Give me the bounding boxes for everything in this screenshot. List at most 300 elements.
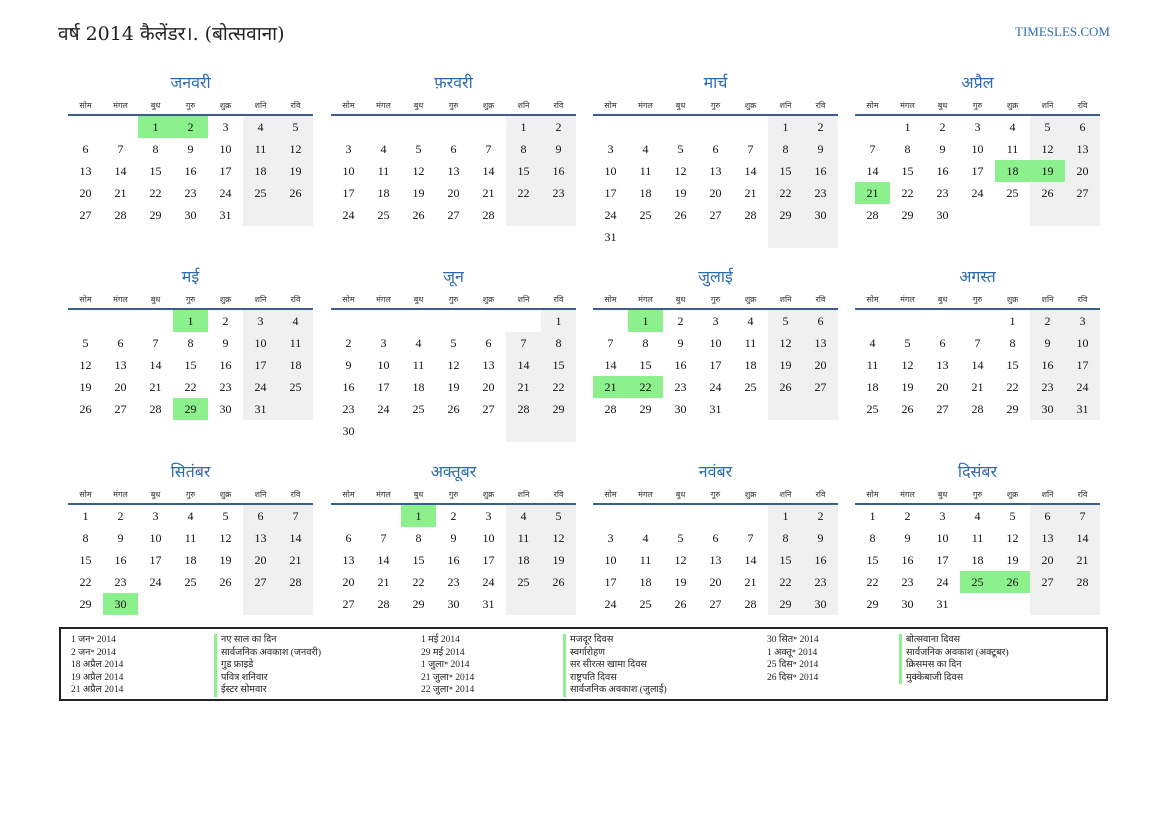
day-cell: 27 [482, 402, 495, 416]
day-cell: 14 [1065, 527, 1100, 549]
day-cell: 10 [219, 142, 232, 156]
empty-cell [960, 593, 995, 615]
day-cell: 2 [541, 116, 576, 138]
site-link[interactable]: TIMESLES.COM [1015, 24, 1110, 39]
empty-cell [1030, 593, 1065, 615]
weekday-label: शुक्र [1006, 490, 1019, 499]
empty-cell [506, 310, 541, 332]
day-cell: 14 [744, 164, 757, 178]
legend-dates [767, 634, 819, 684]
weekday-label: गुरु [185, 295, 196, 304]
empty-cell [960, 204, 995, 226]
day-cell: 22 [184, 380, 197, 394]
day-cell: 27 [1065, 182, 1100, 204]
month-name: अप्रैल [961, 73, 994, 92]
empty-cell [366, 420, 401, 442]
legend-names [214, 634, 321, 697]
day-cell: 28 [377, 597, 390, 611]
day-cell: 21 [506, 376, 541, 398]
day-cell: 26 [674, 597, 687, 611]
empty-cell [803, 398, 838, 420]
empty-cell [366, 505, 401, 527]
day-cell: 16 [936, 164, 949, 178]
day-cell: 16 [803, 549, 838, 571]
day-cell: 1 [1009, 314, 1016, 328]
weekday-label: गुरु [448, 295, 459, 304]
day-cell: 6 [939, 336, 946, 350]
day-cell: 8 [642, 336, 649, 350]
weekday-label: बुध [675, 101, 686, 110]
day-cell: 23 [803, 182, 838, 204]
day-cell: 10 [604, 164, 617, 178]
day-cell: 7 [380, 531, 387, 545]
weekday-label: मंगल [900, 295, 915, 304]
weekday-label: बुध [150, 101, 161, 110]
day-cell: 9 [904, 531, 911, 545]
weekday-label: शुक्र [1006, 295, 1019, 304]
day-cell: 26 [219, 575, 232, 589]
day-cell: 25 [278, 376, 313, 398]
day-cell: 19 [768, 354, 803, 376]
day-cell: 25 [412, 402, 425, 416]
weekday-label: रवि [553, 101, 564, 110]
day-cell: 1 [904, 120, 911, 134]
day-cell: 14 [604, 358, 617, 372]
empty-cell [628, 226, 663, 248]
holiday-date: 25 दिस॰ 2014 [767, 660, 819, 671]
weekday-header [593, 292, 838, 310]
holiday-date: 21 अप्रैल 2014 [71, 685, 124, 696]
day-cell: 15 [768, 549, 803, 571]
day-cell: 15 [639, 358, 652, 372]
day-cell: 17 [1065, 354, 1100, 376]
day-cell: 13 [803, 332, 838, 354]
weekday-header [593, 487, 838, 505]
day-cell: 24 [1065, 376, 1100, 398]
day-cell: 21 [971, 380, 984, 394]
day-cell: 5 [677, 531, 684, 545]
empty-cell [436, 310, 471, 332]
day-cell: 6 [485, 336, 492, 350]
empty-cell [995, 593, 1030, 615]
holiday-date: 1 जुला॰ 2014 [421, 660, 470, 671]
month-block [331, 72, 576, 226]
empty-cell [1030, 204, 1065, 226]
day-cell: 7 [1065, 505, 1100, 527]
day-cell: 6 [82, 142, 89, 156]
empty-cell [698, 116, 733, 138]
month-name: फ़रवरी [434, 73, 473, 92]
day-cell: 21 [855, 182, 890, 204]
day-cell: 19 [1006, 553, 1019, 567]
day-cell: 15 [149, 164, 162, 178]
day-cell: 18 [412, 380, 425, 394]
empty-cell [68, 310, 103, 332]
day-cell: 23 [541, 182, 576, 204]
weekday-label: रवि [1077, 101, 1088, 110]
day-cell: 11 [971, 531, 984, 545]
day-cell: 29 [149, 208, 162, 222]
holiday-date: 19 अप्रैल 2014 [71, 672, 124, 683]
day-cell: 4 [278, 310, 313, 332]
month-name: मई [181, 267, 200, 286]
day-cell: 29 [541, 398, 576, 420]
day-cell: 28 [114, 208, 127, 222]
weekday-label: सोम [79, 101, 92, 110]
empty-cell [733, 116, 768, 138]
day-cell: 3 [485, 509, 492, 523]
day-cell: 15 [541, 354, 576, 376]
day-cell: 8 [1009, 336, 1016, 350]
day-cell: 1 [138, 116, 173, 138]
weekday-label: शनि [517, 490, 530, 499]
day-cell: 6 [803, 310, 838, 332]
day-cell: 7 [278, 505, 313, 527]
day-cell: 5 [677, 142, 684, 156]
weekday-label: रवि [553, 295, 564, 304]
empty-cell [663, 505, 698, 527]
month-name: अगस्त [959, 267, 996, 286]
day-grid [331, 116, 576, 226]
holiday-legend [59, 627, 1108, 701]
day-cell: 22 [866, 575, 879, 589]
day-cell: 26 [541, 571, 576, 593]
day-cell: 13 [709, 164, 722, 178]
day-cell: 21 [278, 549, 313, 571]
day-cell: 18 [639, 575, 652, 589]
day-cell: 27 [79, 208, 92, 222]
empty-cell [960, 310, 995, 332]
day-cell: 18 [866, 380, 879, 394]
day-cell: 30 [219, 402, 232, 416]
holiday-name: नए साल का दिन [221, 635, 277, 645]
empty-cell [401, 116, 436, 138]
day-grid [68, 505, 313, 615]
day-cell: 4 [869, 336, 876, 350]
month-block [855, 72, 1100, 226]
day-cell: 13 [709, 553, 722, 567]
weekday-label: गुरु [448, 490, 459, 499]
empty-cell [138, 593, 173, 615]
day-cell: 16 [342, 380, 355, 394]
day-cell: 31 [243, 398, 278, 420]
holiday-date: 1 जन॰ 2014 [71, 635, 116, 645]
weekday-label: गुरु [185, 490, 196, 499]
month-block [855, 461, 1100, 615]
day-cell: 14 [278, 527, 313, 549]
day-cell: 21 [1065, 549, 1100, 571]
weekday-label: रवि [815, 490, 826, 499]
day-cell: 30 [103, 593, 138, 615]
day-cell: 17 [604, 186, 617, 200]
day-cell: 23 [803, 571, 838, 593]
day-cell: 10 [1065, 332, 1100, 354]
day-cell: 1 [173, 310, 208, 332]
day-cell: 29 [639, 402, 652, 416]
day-cell: 25 [639, 208, 652, 222]
day-cell: 11 [744, 336, 757, 350]
day-cell: 3 [974, 120, 981, 134]
day-cell: 2 [939, 120, 946, 134]
day-cell: 11 [243, 138, 278, 160]
empty-cell [331, 116, 366, 138]
day-cell: 3 [380, 336, 387, 350]
empty-cell [768, 398, 803, 420]
weekday-label: बुध [675, 490, 686, 499]
day-cell: 12 [1006, 531, 1019, 545]
day-cell: 14 [482, 164, 495, 178]
weekday-label: गुरु [185, 101, 196, 110]
day-cell: 4 [415, 336, 422, 350]
day-cell: 25 [1006, 186, 1019, 200]
day-cell: 12 [1030, 138, 1065, 160]
holiday-name: स्वर्गारोहण [570, 647, 606, 658]
day-cell: 31 [482, 597, 495, 611]
day-cell: 21 [593, 376, 628, 398]
day-cell: 28 [278, 571, 313, 593]
day-cell: 23 [447, 575, 460, 589]
weekday-label: मंगल [376, 490, 391, 499]
day-cell: 6 [345, 531, 352, 545]
empty-cell [768, 226, 803, 248]
day-cell: 6 [243, 505, 278, 527]
day-cell: 22 [149, 186, 162, 200]
day-cell: 13 [482, 358, 495, 372]
day-cell: 9 [450, 531, 457, 545]
empty-cell [541, 593, 576, 615]
day-cell: 2 [345, 336, 352, 350]
holiday-date: 30 सित॰ 2014 [767, 635, 819, 645]
day-cell: 24 [342, 208, 355, 222]
holiday-name: बोत्सवाना दिवस [906, 635, 961, 645]
empty-cell [698, 505, 733, 527]
empty-cell [890, 310, 925, 332]
day-cell: 31 [604, 230, 617, 244]
day-cell: 14 [971, 358, 984, 372]
legend-dates [421, 634, 474, 697]
weekday-label: मंगल [900, 101, 915, 110]
holiday-date: 2 जन॰ 2014 [71, 647, 116, 658]
day-cell: 4 [506, 505, 541, 527]
weekday-header [855, 98, 1100, 116]
weekday-label: सोम [342, 490, 355, 499]
day-cell: 19 [674, 186, 687, 200]
day-cell: 9 [1030, 332, 1065, 354]
weekday-label: मंगल [376, 101, 391, 110]
day-cell: 17 [604, 575, 617, 589]
day-cell: 16 [803, 160, 838, 182]
month-block [593, 72, 838, 248]
day-cell: 23 [1030, 376, 1065, 398]
empty-cell [855, 116, 890, 138]
weekday-label: रवि [290, 101, 301, 110]
day-cell: 30 [674, 402, 687, 416]
day-cell: 4 [187, 509, 194, 523]
day-cell: 14 [744, 553, 757, 567]
day-cell: 16 [901, 553, 914, 567]
empty-cell [331, 310, 366, 332]
day-grid [593, 310, 838, 420]
day-cell: 21 [482, 186, 495, 200]
day-cell: 10 [482, 531, 495, 545]
day-cell: 17 [149, 553, 162, 567]
day-cell: 28 [604, 402, 617, 416]
weekday-label: सोम [342, 101, 355, 110]
day-grid [855, 310, 1100, 420]
day-cell: 7 [117, 142, 124, 156]
day-grid [68, 116, 313, 226]
day-cell: 30 [901, 597, 914, 611]
weekday-label: रवि [1077, 295, 1088, 304]
day-cell: 2 [677, 314, 684, 328]
day-cell: 22 [768, 182, 803, 204]
empty-cell [401, 310, 436, 332]
empty-cell [243, 204, 278, 226]
empty-cell [803, 226, 838, 248]
month-name: मार्च [703, 73, 728, 92]
weekday-label: शनि [779, 490, 792, 499]
empty-cell [733, 505, 768, 527]
weekday-label: शुक्र [219, 490, 232, 499]
day-cell: 2 [904, 509, 911, 523]
holiday-date: 1 मई 2014 [421, 635, 460, 645]
month-name: अक्तूबर [430, 462, 477, 481]
day-cell: 19 [674, 575, 687, 589]
day-cell: 21 [744, 575, 757, 589]
weekday-label: शुक्र [744, 295, 757, 304]
day-cell: 6 [117, 336, 124, 350]
empty-cell [698, 226, 733, 248]
day-cell: 27 [114, 402, 127, 416]
day-cell: 29 [768, 593, 803, 615]
day-cell: 9 [117, 531, 124, 545]
day-cell: 17 [243, 354, 278, 376]
day-cell: 3 [222, 120, 229, 134]
day-grid [331, 310, 576, 442]
day-cell: 25 [744, 380, 757, 394]
day-cell: 17 [342, 186, 355, 200]
day-cell: 28 [971, 402, 984, 416]
weekday-label: गुरु [972, 295, 983, 304]
day-cell: 15 [412, 553, 425, 567]
weekday-label: शनि [1041, 295, 1054, 304]
day-cell: 1 [628, 310, 663, 332]
holiday-name: मजदूर दिवस [570, 635, 614, 645]
day-cell: 20 [709, 575, 722, 589]
empty-cell [733, 398, 768, 420]
day-cell: 26 [1030, 182, 1065, 204]
day-cell: 15 [184, 358, 197, 372]
day-cell: 26 [995, 571, 1030, 593]
day-cell: 22 [901, 186, 914, 200]
day-cell: 25 [639, 597, 652, 611]
day-cell: 28 [744, 597, 757, 611]
day-cell: 13 [447, 164, 460, 178]
day-cell: 2 [450, 509, 457, 523]
day-cell: 3 [345, 142, 352, 156]
weekday-label: शनि [779, 295, 792, 304]
day-cell: 9 [803, 527, 838, 549]
day-cell: 2 [803, 116, 838, 138]
day-cell: 9 [803, 138, 838, 160]
day-cell: 30 [342, 424, 355, 438]
day-grid [331, 505, 576, 615]
weekday-label: सोम [604, 101, 617, 110]
day-cell: 2 [222, 314, 229, 328]
day-cell: 25 [866, 402, 879, 416]
day-cell: 11 [639, 553, 652, 567]
weekday-label: बुध [150, 490, 161, 499]
day-cell: 9 [939, 142, 946, 156]
day-cell: 8 [506, 138, 541, 160]
day-cell: 20 [342, 575, 355, 589]
day-cell: 17 [482, 553, 495, 567]
empty-cell [278, 204, 313, 226]
day-cell: 1 [768, 116, 803, 138]
day-cell: 21 [377, 575, 390, 589]
day-cell: 4 [974, 509, 981, 523]
empty-cell [366, 116, 401, 138]
empty-cell [506, 420, 541, 442]
day-cell: 19 [278, 160, 313, 182]
weekday-header [68, 98, 313, 116]
day-cell: 22 [506, 182, 541, 204]
day-cell: 14 [866, 164, 879, 178]
day-cell: 16 [219, 358, 232, 372]
day-cell: 11 [1006, 142, 1019, 156]
day-cell: 5 [415, 142, 422, 156]
day-cell: 24 [604, 208, 617, 222]
empty-cell [471, 116, 506, 138]
day-cell: 25 [243, 182, 278, 204]
month-block [855, 266, 1100, 420]
day-cell: 5 [1030, 116, 1065, 138]
day-cell: 12 [412, 164, 425, 178]
day-cell: 2 [803, 505, 838, 527]
day-cell: 20 [79, 186, 92, 200]
page-title: वर्ष 2014 कैलेंडर।. (बोत्सवाना) [58, 23, 285, 45]
weekday-header [68, 487, 313, 505]
weekday-label: रवि [290, 295, 301, 304]
day-cell: 27 [709, 597, 722, 611]
weekday-label: सोम [866, 490, 879, 499]
day-cell: 4 [642, 531, 649, 545]
day-cell: 8 [541, 332, 576, 354]
weekday-header [855, 487, 1100, 505]
holiday-name: क्रिसमस का दिन [906, 660, 962, 671]
weekday-label: शुक्र [219, 295, 232, 304]
weekday-label: सोम [342, 295, 355, 304]
holiday-name: पवित्र शनिवार [221, 672, 268, 683]
day-cell: 7 [747, 531, 754, 545]
empty-cell [541, 420, 576, 442]
day-cell: 18 [184, 553, 197, 567]
day-cell: 8 [82, 531, 89, 545]
empty-cell [593, 310, 628, 332]
day-cell: 11 [184, 531, 197, 545]
day-cell: 23 [114, 575, 127, 589]
day-cell: 20 [709, 186, 722, 200]
month-block [68, 461, 313, 615]
day-cell: 13 [243, 527, 278, 549]
day-cell: 23 [901, 575, 914, 589]
weekday-label: शुक्र [482, 490, 495, 499]
day-cell: 18 [278, 354, 313, 376]
empty-cell [401, 420, 436, 442]
empty-cell [471, 420, 506, 442]
day-cell: 29 [79, 597, 92, 611]
day-cell: 26 [674, 208, 687, 222]
